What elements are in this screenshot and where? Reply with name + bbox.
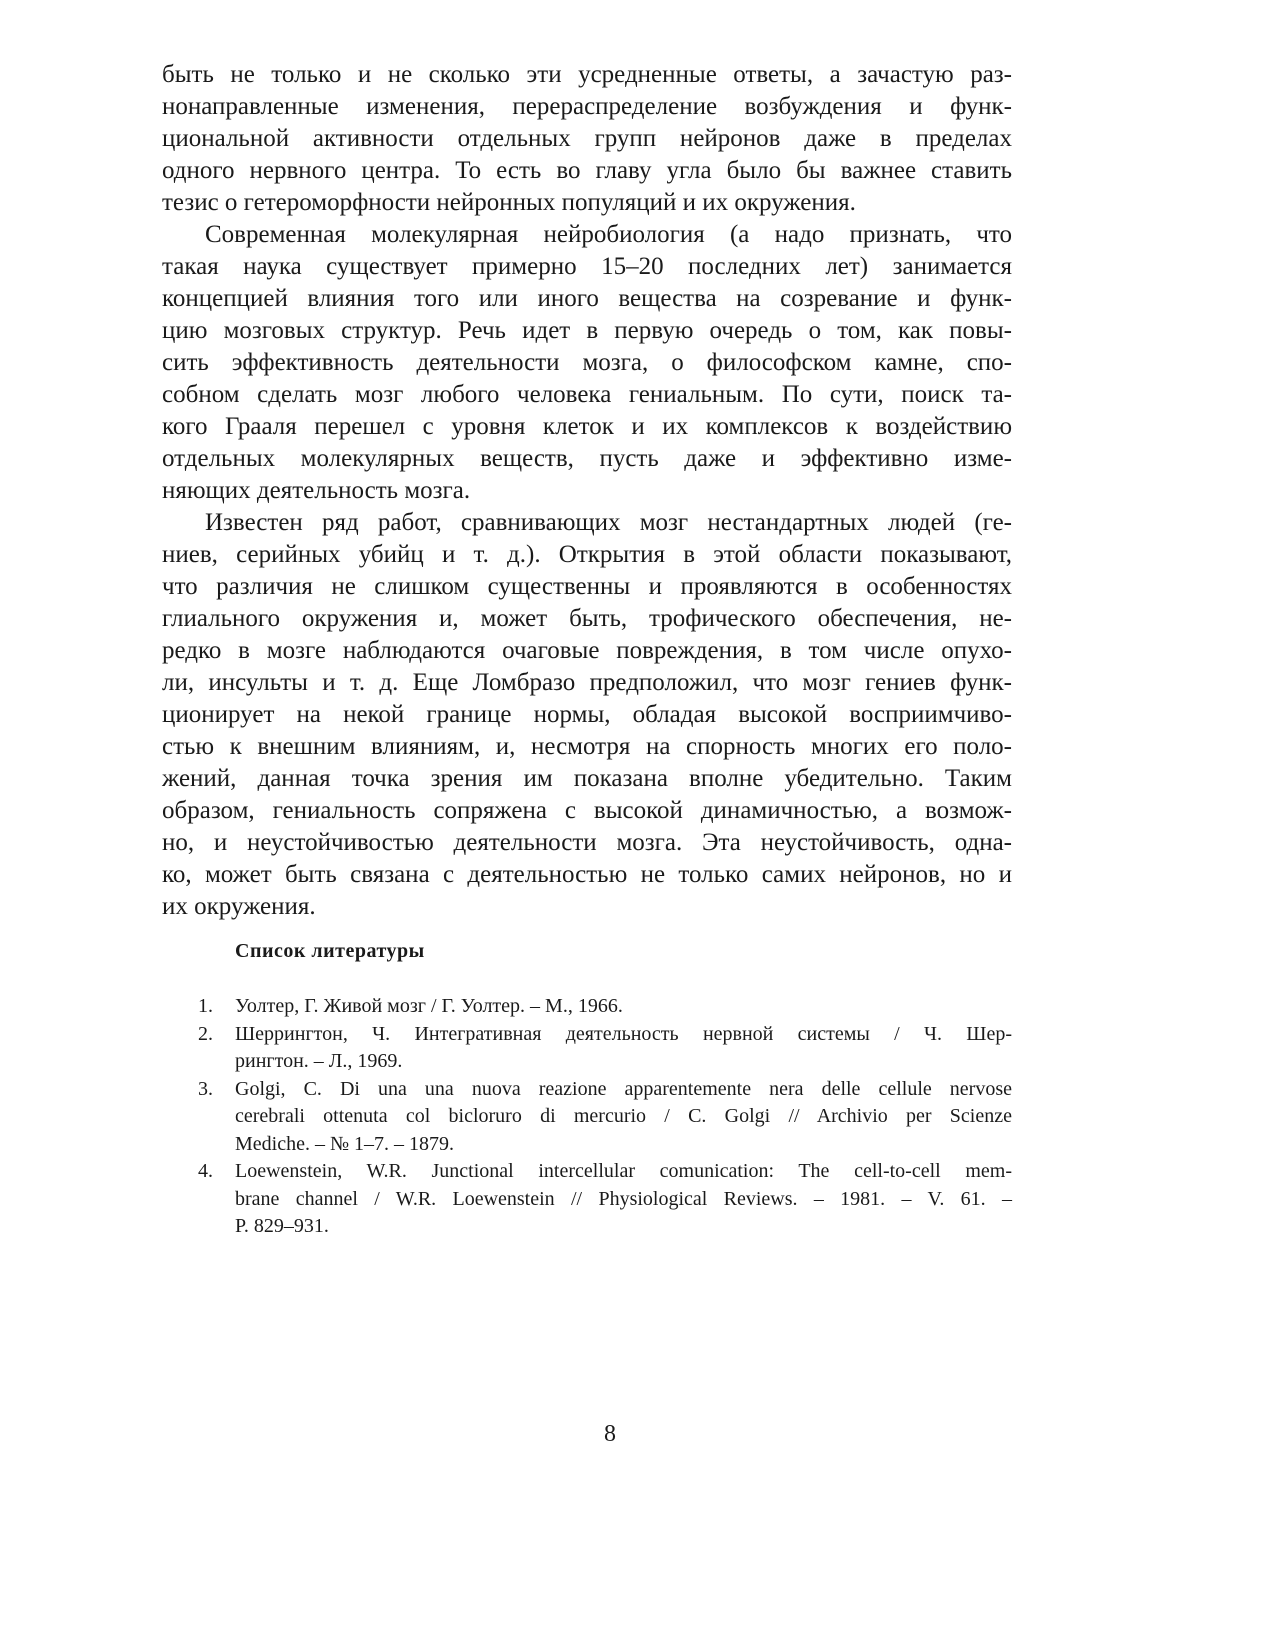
reference-number: 2.	[198, 1022, 213, 1045]
reference-line: рингтон. – Л., 1969.	[235, 1050, 403, 1072]
text-line: редко в мозге наблюдаются очаговые повреждения, в том числе опухо-	[162, 637, 1012, 664]
body-text	[162, 59, 1012, 923]
reference-number: 3.	[198, 1077, 213, 1100]
text-line: стью к внешним влияниям, и, несмотря на спорность многих его поло-	[162, 733, 1012, 760]
text-line: их окружения.	[162, 893, 316, 920]
text-line: концепцией влияния того или иного вещества на созревание и функ-	[162, 285, 1012, 312]
text-line: ционирует на некой границе нормы, обладая высокой восприимчиво-	[162, 701, 1012, 728]
reference-line: P. 829–931.	[235, 1215, 329, 1237]
text-line: что различия не слишком существенны и проявляются в особенностях	[162, 573, 1012, 600]
text-line: образом, гениальность сопряжена с высокой динамичностью, а возмож-	[162, 797, 1012, 824]
reference-number: 4.	[198, 1160, 213, 1182]
reference-line: Golgi, C. Di una una nuova reazione apparentemente nera delle cellule nervose	[235, 1077, 1012, 1100]
paragraph	[162, 219, 1012, 507]
reference-line: brane channel / W.R. Loewenstein // Physiological Reviews. – 1981. – V. 61. –	[235, 1187, 1012, 1210]
text-line: циональной активности отдельных групп нейронов даже в пределах	[162, 125, 1012, 152]
text-line: тезис о гетероморфности нейронных популяций и их окружения.	[162, 189, 856, 216]
text-line: быть не только и не сколько эти усредненные ответы, а зачастую раз-	[162, 61, 1012, 88]
text-line: няющих деятельность мозга.	[162, 477, 471, 504]
paragraph	[162, 507, 1012, 923]
text-line: отдельных молекулярных веществ, пусть даже и эффективно изме-	[162, 445, 1012, 472]
reference-item	[198, 993, 1012, 1021]
text-line: такая наука существует примерно 15–20 последних лет) занимается	[162, 253, 1012, 280]
reference-text	[235, 993, 1012, 1021]
page-number: 8	[604, 1421, 616, 1447]
text-line: одного нервного центра. То есть во главу угла было бы важнее ставить	[162, 157, 1012, 184]
reference-text	[235, 1158, 1012, 1241]
text-line: но, и неустойчивостью деятельности мозга. Эта неустойчивость, одна-	[162, 829, 1012, 856]
reference-line: cerebrali ottenuta col bicloruro di mercurio / C. Golgi // Archivio per Scienze	[235, 1105, 1012, 1127]
text-line: нонаправленные изменения, перераспределение возбуждения и функ-	[162, 93, 1012, 120]
reference-line: Loewenstein, W.R. Junctional intercellular comunication: The cell-to-cell mem-	[235, 1160, 1012, 1182]
reference-text	[235, 1021, 1012, 1076]
reference-line: Шеррингтон, Ч. Интегративная деятельность нервной системы / Ч. Шер-	[235, 1022, 1012, 1045]
reference-item	[198, 1076, 1012, 1159]
reference-item	[198, 1158, 1012, 1241]
text-line: ко, может быть связана с деятельностью не только самих нейронов, но и	[162, 861, 1012, 888]
text-line: кого Грааля перешел с уровня клеток и их комплексов к воздействию	[162, 413, 1012, 440]
reference-line: Уолтер, Г. Живой мозг / Г. Уолтер. – М., 1966.	[235, 995, 623, 1017]
text-line: собном сделать мозг любого человека гениальным. По сути, поиск та-	[162, 381, 1012, 408]
text-line: глиального окружения и, может быть, трофического обеспечения, не-	[162, 605, 1012, 632]
text-line: ниев, серийных убийц и т. д.). Открытия в этой области показывают,	[162, 541, 1012, 568]
paragraph	[162, 59, 1012, 219]
text-line: ли, инсульты и т. д. Еще Ломбразо предположил, что мозг гениев функ-	[162, 669, 1012, 696]
text-line: жений, данная точка зрения им показана вполне убедительно. Таким	[162, 765, 1012, 792]
reference-text	[235, 1076, 1012, 1159]
text-line: Современная молекулярная нейробиология (а надо признать, что	[205, 221, 1012, 248]
reference-line: Mediche. – № 1–7. – 1879.	[235, 1132, 455, 1155]
text-line: сить эффективность деятельности мозга, о философском камне, спо-	[162, 349, 1012, 376]
text-line: Известен ряд работ, сравнивающих мозг нестандартных людей (ге-	[205, 509, 1012, 536]
references-list	[198, 993, 1012, 1241]
text-line: цию мозговых структур. Речь идет в первую очередь о том, как повы-	[162, 317, 1012, 344]
reference-number: 1.	[198, 995, 213, 1017]
reference-item	[198, 1021, 1012, 1076]
references-heading: Список литературы	[235, 940, 425, 962]
